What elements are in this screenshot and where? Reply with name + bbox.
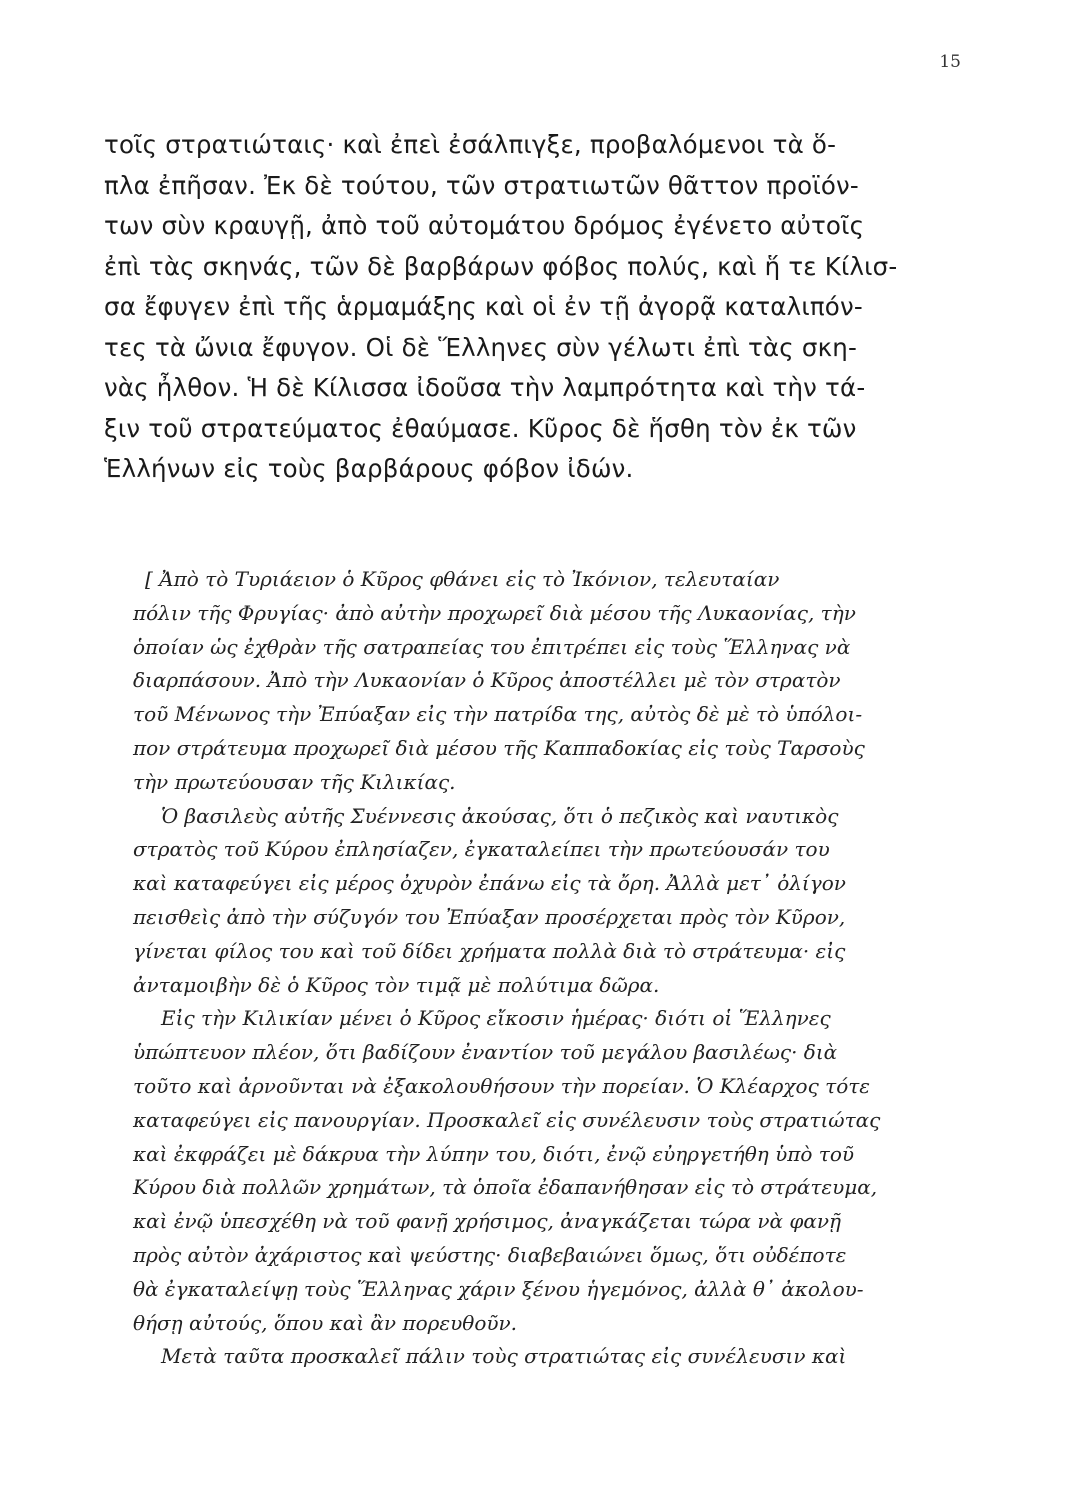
summary-line: Μετὰ ταῦτα προσκαλεῖ πάλιν τοὺς στρατιώτας εἰς συνέλευσιν καὶ [161, 1344, 847, 1369]
main-text-line: πλα ἐπῆσαν. Ἐκ δὲ τούτου, τῶν στρατιωτῶν θᾶττον προϊόν- [104, 170, 859, 200]
summary-line: Ὁ βασιλεὺς αὐτῆς Συέννεσις ἀκούσας, ὅτι ὁ πεζικὸς καὶ ναυτικὸς [161, 803, 839, 828]
main-text-line: των σὺν κραυγῇ, ἀπὸ τοῦ αὐτομάτου δρόμος ἐγένετο αὐτοῖς [104, 211, 865, 240]
summary-line: καταφεύγει εἰς πανουργίαν. Προσκαλεῖ εἰς συνέλευσιν τοὺς στρατιώτας [133, 1107, 881, 1132]
summary-line: [ Ἀπὸ τὸ Τυριάειον ὁ Κῦρος φθάνει εἰς τὸ Ἰκόνιον, τελευταίαν [145, 567, 780, 591]
summary-line: τοῦτο καὶ ἀρνοῦνται νὰ ἐξακολουθήσουν τὴν πορείαν. Ὁ Κλέαρχος τότε [133, 1073, 871, 1098]
main-text-line: ξιν τοῦ στρατεύματος ἐθαύμασε. Κῦρος δὲ ἥσθη τὸν ἐκ τῶν [104, 413, 857, 443]
page-number: 15 [939, 52, 961, 72]
summary-line: καὶ καταφεύγει εἰς μέρος ὀχυρὸν ἐπάνω εἰς τὰ ὄρη. Ἀλλὰ μετ᾽ ὀλίγον [133, 871, 846, 896]
main-text-line: Ἑλλήνων εἰς τοὺς βαρβάρους φόβον ἰδών. [104, 454, 634, 483]
main-text-line: ἐπὶ τὰς σκηνάς, τῶν δὲ βαρβάρων φόβος πολύς, καὶ ἥ τε Κίλισ- [104, 251, 898, 281]
summary-line: Κύρου διὰ πολλῶν χρημάτων, τὰ ὁποῖα ἐδαπανήθησαν εἰς τὸ στράτευμα, [133, 1175, 878, 1200]
main-text-line: τες τὰ ὤνια ἔφυγον. Οἱ δὲ Ἕλληνες σὺν γέλωτι ἐπὶ τὰς σκη- [104, 332, 857, 362]
main-text-line: σα ἔφυγεν ἐπὶ τῆς ἁρμαμάξης καὶ οἱ ἐν τῇ ἀγορᾷ καταλιπόν- [104, 292, 863, 321]
summary-line: στρατὸς τοῦ Κύρου ἐπλησίαζεν, ἐγκαταλείπει τὴν πρωτεύουσάν του [133, 837, 830, 862]
summary-line: Εἰς τὴν Κιλικίαν μένει ὁ Κῦρος εἴκοσιν ἡμέρας· διότι οἱ Ἕλληνες [161, 1006, 831, 1031]
main-text-line: νὰς ἦλθον. Ἡ δὲ Κίλισσα ἰδοῦσα τὴν λαμπρότητα καὶ τὴν τά- [104, 373, 866, 402]
summary-line: γίνεται φίλος του καὶ τοῦ δίδει χρήματα πολλὰ διὰ τὸ στράτευμα· εἰς [133, 938, 846, 963]
summary-line: θὰ ἐγκαταλείψῃ τοὺς Ἕλληνας χάριν ξένου ἡγεμόνος, ἀλλὰ θ᾽ ἀκολου- [133, 1276, 864, 1301]
summary-line: θήσῃ αὐτούς, ὅπου καὶ ἂν πορευθοῦν. [133, 1310, 518, 1335]
main-text-block [104, 125, 974, 490]
summary-line: πρὸς αὐτὸν ἀχάριστος καὶ ψεύστης· διαβεβαιώνει ὅμως, ὅτι οὐδέποτε [133, 1242, 847, 1267]
summary-line: ὁποίαν ὡς ἐχθρὰν τῆς σατραπείας του ἐπιτρέπει εἰς τοὺς Ἕλληνας νὰ [133, 634, 851, 659]
summary-block [133, 563, 948, 1374]
summary-line: τοῦ Μένωνος τὴν Ἐπύαξαν εἰς τὴν πατρίδα της, αὐτὸς δὲ μὲ τὸ ὑπόλοι- [133, 702, 863, 727]
summary-line: καὶ ἐκφράζει μὲ δάκρυα τὴν λύπην του, διότι, ἐνῷ εὐηργετήθη ὑπὸ τοῦ [133, 1141, 855, 1166]
main-text-line: τοῖς στρατιώταις· καὶ ἐπεὶ ἐσάλπιγξε, προβαλόμενοι τὰ ὅ- [104, 130, 837, 159]
summary-line: πον στράτευμα προχωρεῖ διὰ μέσου τῆς Καππαδοκίας εἰς τοὺς Ταρσοὺς [133, 735, 865, 760]
summary-line: ὑπώπτευον πλέον, ὅτι βαδίζουν ἐναντίον τοῦ μεγάλου βασιλέως· διὰ [133, 1040, 838, 1065]
summary-line: ἀνταμοιβὴν δὲ ὁ Κῦρος τὸν τιμᾷ μὲ πολύτιμα δῶρα. [133, 972, 660, 997]
summary-line: πόλιν τῆς Φρυγίας· ἀπὸ αὐτὴν προχωρεῖ διὰ μέσου τῆς Λυκαονίας, τὴν [133, 600, 856, 625]
summary-line: καὶ ἐνῷ ὑπεσχέθη νὰ τοῦ φανῇ χρήσιμος, ἀναγκάζεται τώρα νὰ φανῇ [133, 1209, 842, 1234]
summary-line: διαρπάσουν. Ἀπὸ τὴν Λυκαονίαν ὁ Κῦρος ἀποστέλλει μὲ τὸν στρατὸν [133, 668, 841, 693]
summary-line: τὴν πρωτεύουσαν τῆς Κιλικίας. [133, 769, 456, 794]
summary-line: πεισθεὶς ἀπὸ τὴν σύζυγόν του Ἐπύαξαν προσέρχεται πρὸς τὸν Κῦρον, [133, 904, 846, 929]
